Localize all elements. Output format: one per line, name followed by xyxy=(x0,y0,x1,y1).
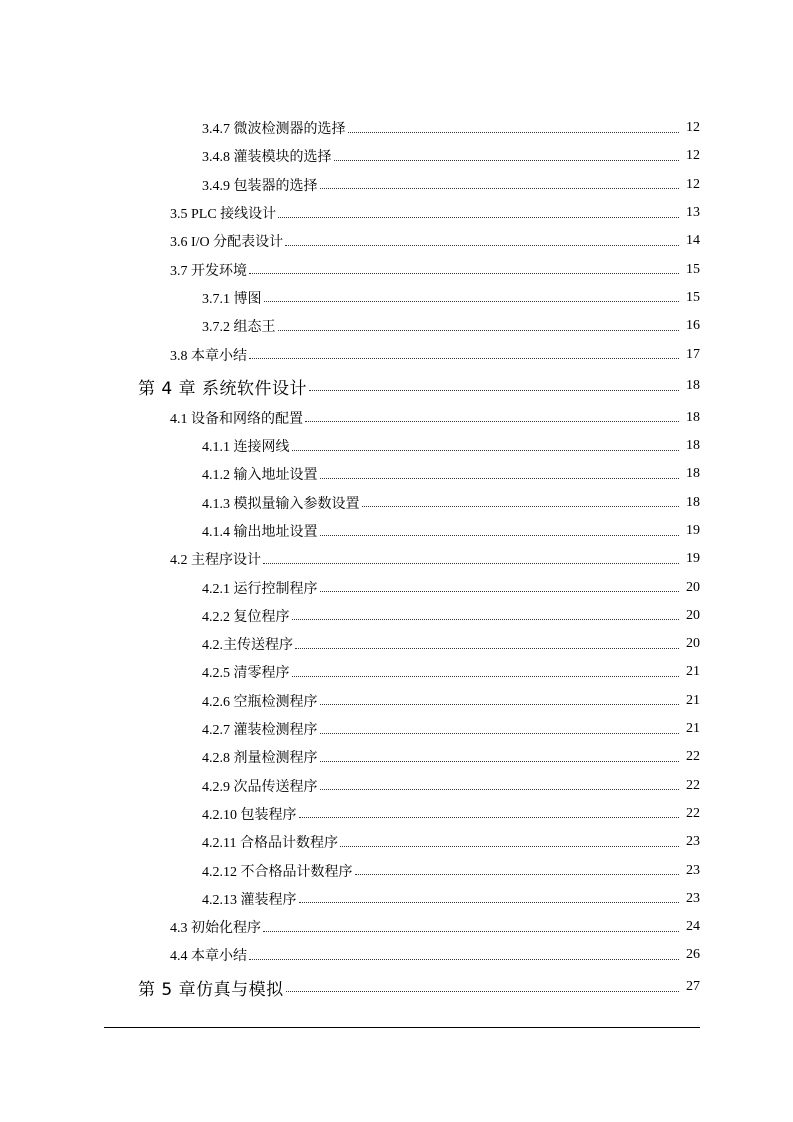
toc-entry-title: 3.4.7 微波检测器的选择 xyxy=(202,122,346,138)
toc-entry-title: 4.2.1 运行控制程序 xyxy=(202,581,318,597)
dot-leader xyxy=(355,874,680,875)
toc-entry-title: 4.2.2 复位程序 xyxy=(202,609,290,625)
toc-entry-page: 27 xyxy=(686,979,700,995)
toc-entry[interactable] xyxy=(0,573,793,601)
toc-entry-title: 4.1.1 连接网线 xyxy=(202,440,290,456)
toc-entry[interactable] xyxy=(0,602,793,630)
toc-entry[interactable] xyxy=(0,171,793,199)
toc-entry[interactable] xyxy=(0,312,793,340)
toc-entry-title: 4.2.12 不合格品计数程序 xyxy=(202,864,353,880)
toc-entry[interactable] xyxy=(0,369,793,404)
toc-entry-page: 20 xyxy=(686,579,700,595)
toc-entry-title: 4.2.7 灌装检测程序 xyxy=(202,723,318,739)
dot-leader xyxy=(278,330,680,331)
footer-rule xyxy=(104,1027,700,1028)
toc-entry-page: 15 xyxy=(686,289,700,305)
dot-leader xyxy=(299,902,680,903)
dot-leader xyxy=(292,619,680,620)
toc-entry[interactable] xyxy=(0,340,793,368)
toc-entry-page: 22 xyxy=(686,777,700,793)
dot-leader xyxy=(340,846,679,847)
dot-leader xyxy=(264,301,680,302)
toc-entry[interactable] xyxy=(0,743,793,771)
toc-entry-page: 19 xyxy=(686,551,700,567)
toc-entry-page: 20 xyxy=(686,636,700,652)
dot-leader xyxy=(278,217,679,218)
toc-entry[interactable] xyxy=(0,687,793,715)
toc-entry[interactable] xyxy=(0,715,793,743)
toc-entry-title: 3.7.1 博图 xyxy=(202,291,262,307)
toc-entry-title: 第 5 章仿真与模拟 xyxy=(138,979,284,1000)
toc-entry-title: 4.1.2 输入地址设置 xyxy=(202,468,318,484)
toc-entry-title: 3.8 本章小结 xyxy=(170,348,247,364)
toc-entry-page: 18 xyxy=(686,438,700,454)
toc-entry-page: 22 xyxy=(686,805,700,821)
toc-entry[interactable] xyxy=(0,658,793,686)
toc-entry[interactable] xyxy=(0,227,793,255)
toc-entry-title: 4.3 初始化程序 xyxy=(170,921,261,937)
toc-entry[interactable] xyxy=(0,284,793,312)
toc-entry[interactable] xyxy=(0,460,793,488)
toc-entry-title: 4.2.11 合格品计数程序 xyxy=(202,836,338,852)
toc-entry[interactable] xyxy=(0,828,793,856)
toc-entry[interactable] xyxy=(0,800,793,828)
dot-leader xyxy=(320,761,680,762)
toc-entry-title: 3.5 PLC 接线设计 xyxy=(170,207,277,223)
toc-entry[interactable] xyxy=(0,913,793,941)
dot-leader xyxy=(292,676,680,677)
dot-leader xyxy=(309,390,679,391)
toc-entry-title: 4.2.13 灌装程序 xyxy=(202,892,297,908)
toc-entry[interactable] xyxy=(0,856,793,884)
dot-leader xyxy=(249,959,679,960)
toc-entry-title: 4.2.10 包装程序 xyxy=(202,807,297,823)
toc-entry-page: 26 xyxy=(686,947,700,963)
toc-entry-title: 4.2 主程序设计 xyxy=(170,553,261,569)
toc-entry[interactable] xyxy=(0,404,793,432)
toc-entry-title: 3.6 I/O 分配表设计 xyxy=(170,235,284,251)
dot-leader xyxy=(320,478,680,479)
toc-entry-title: 4.1 设备和网络的配置 xyxy=(170,411,303,427)
toc-entry[interactable] xyxy=(0,114,793,142)
toc-entry-title: 3.7.2 组态王 xyxy=(202,320,276,336)
dot-leader xyxy=(249,358,679,359)
toc-entry-page: 21 xyxy=(686,721,700,737)
dot-leader xyxy=(320,789,680,790)
toc-entry-title: 4.1.4 输出地址设置 xyxy=(202,525,318,540)
toc-entry-title: 4.2.6 空瓶检测程序 xyxy=(202,694,318,710)
toc-entry[interactable] xyxy=(0,941,793,969)
toc-entry-page: 20 xyxy=(686,607,700,623)
toc-entry-page: 12 xyxy=(686,176,700,192)
toc-entry[interactable] xyxy=(0,255,793,283)
toc-entry-page: 21 xyxy=(686,664,700,680)
dot-leader xyxy=(292,450,680,451)
toc-entry-page: 23 xyxy=(686,862,700,878)
table-of-contents xyxy=(0,114,793,1005)
dot-leader xyxy=(299,817,680,818)
toc-entry-title: 4.1.3 模拟量输入参数设置 xyxy=(202,496,360,512)
toc-entry-title: 4.2.主传送程序 xyxy=(202,638,293,654)
toc-entry[interactable] xyxy=(0,199,793,227)
dot-leader xyxy=(320,733,680,734)
dot-leader xyxy=(285,245,679,246)
toc-entry[interactable] xyxy=(0,142,793,170)
toc-entry[interactable] xyxy=(0,970,793,1005)
dot-leader xyxy=(320,704,680,705)
toc-entry-page: 18 xyxy=(686,378,700,394)
toc-entry-title: 3.7 开发环境 xyxy=(170,263,247,279)
toc-entry-title: 3.4.9 包装器的选择 xyxy=(202,178,318,194)
dot-leader xyxy=(320,591,680,592)
toc-entry-page: 15 xyxy=(686,261,700,277)
toc-entry[interactable] xyxy=(0,630,793,658)
dot-leader xyxy=(320,535,680,536)
toc-entry-page: 18 xyxy=(686,409,700,425)
toc-entry-page: 23 xyxy=(686,890,700,906)
toc-entry-page: 21 xyxy=(686,692,700,708)
toc-entry[interactable] xyxy=(0,432,793,460)
dot-leader xyxy=(249,273,679,274)
toc-entry-title: 4.2.8 剂量检测程序 xyxy=(202,751,318,767)
toc-entry-page: 18 xyxy=(686,494,700,510)
toc-entry[interactable] xyxy=(0,489,793,517)
dot-leader xyxy=(295,648,679,649)
toc-entry-page: 22 xyxy=(686,749,700,765)
toc-entry-page: 12 xyxy=(686,120,700,136)
dot-leader xyxy=(263,931,679,932)
dot-leader xyxy=(348,132,680,133)
toc-entry-page: 18 xyxy=(686,466,700,482)
toc-entry-title: 4.4 本章小结 xyxy=(170,949,247,965)
toc-entry-page: 23 xyxy=(686,834,700,850)
toc-entry-page: 19 xyxy=(686,523,700,538)
toc-entry-title: 4.2.9 次品传送程序 xyxy=(202,779,318,795)
dot-leader xyxy=(334,160,680,161)
toc-entry[interactable] xyxy=(0,517,793,545)
toc-entry-page: 13 xyxy=(686,205,700,221)
dot-leader xyxy=(263,563,679,564)
toc-entry[interactable] xyxy=(0,772,793,800)
dot-leader xyxy=(286,991,679,992)
toc-entry[interactable] xyxy=(0,545,793,573)
toc-entry-page: 12 xyxy=(686,148,700,164)
toc-entry-title: 第 4 章 系统软件设计 xyxy=(138,378,308,399)
toc-entry-title: 3.4.8 灌装模块的选择 xyxy=(202,150,332,166)
toc-entry[interactable] xyxy=(0,885,793,913)
dot-leader xyxy=(320,188,680,189)
toc-entry-title: 4.2.5 清零程序 xyxy=(202,666,290,682)
dot-leader xyxy=(362,506,680,507)
dot-leader xyxy=(305,421,679,422)
toc-entry-page: 16 xyxy=(686,318,700,334)
toc-entry-page: 17 xyxy=(686,346,700,362)
toc-entry-page: 24 xyxy=(686,919,700,935)
toc-entry-page: 14 xyxy=(686,233,700,249)
